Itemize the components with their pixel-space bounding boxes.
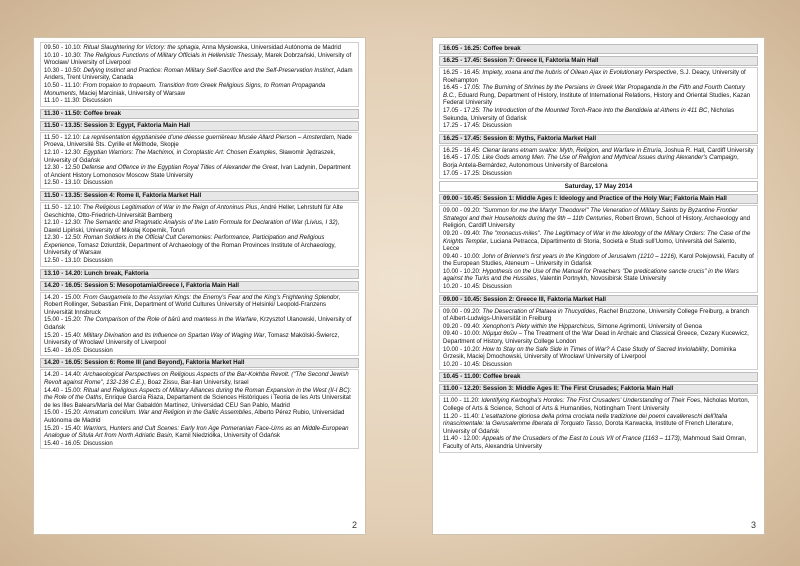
talk-title: Ritual and Religious Aspects of Military Alliances during the Roman Expansion in the West (II-I BC): the Role of the Oaths bbox=[44, 386, 352, 402]
talk-entry bbox=[443, 413, 754, 436]
talk-time: 11.20 - 11.40: bbox=[443, 412, 482, 420]
talk-entry bbox=[443, 268, 754, 283]
talk-entry bbox=[44, 294, 355, 317]
talk-entry bbox=[443, 122, 754, 130]
talk-title: "Summon for me the Martyr Theodore!" The Veneration of Military Saints by Byzantine Frontier Strategoi and their Households during the 9th – 11th Centuries bbox=[443, 207, 738, 222]
talk-entry bbox=[44, 387, 355, 410]
talk-speaker: , Dawid Lipiński, University of Mikołaj Kopernik, Toruń bbox=[44, 219, 340, 234]
talk-time: 12.30 - 12.50: bbox=[44, 234, 84, 242]
talk-speaker: , Borja Antela-Bernárdez, Autonomous University of Barcelona bbox=[443, 154, 739, 169]
talk-time: 11.00 - 11.20: bbox=[443, 397, 482, 405]
talk-title: The Desecration of Plataea in Thucydides bbox=[482, 307, 596, 315]
talk-title: Ritual Slaughtering for Victory: the sphagia bbox=[83, 44, 199, 51]
talk-speaker: , Robert Brown, School of History, Archaeology and Religion, Cardiff University bbox=[443, 214, 751, 230]
talk-time: 11.50 - 12.10: bbox=[44, 203, 83, 211]
talk-time: 10.00 - 10.20: bbox=[443, 345, 483, 353]
talk-speaker: Discussion bbox=[83, 439, 113, 447]
talk-entry bbox=[443, 253, 754, 268]
session-header: 16.05 - 16.25: Coffee break bbox=[439, 44, 758, 54]
talk-speaker: , Sławomir Jędraszek, University of Gdańsk bbox=[44, 148, 336, 164]
talk-speaker: Discussion bbox=[83, 346, 113, 354]
session-header: 11.30 - 11.50: Coffee break bbox=[40, 109, 359, 119]
talk-entry bbox=[443, 346, 754, 361]
session-header: 09.00 - 10.45: Session 1: Middle Ages I: Ideology and Practice of the Holy War; Faktoria Main Hall bbox=[439, 194, 758, 204]
talk-time: 16.45 - 17.05: bbox=[443, 84, 483, 92]
talk-time: 16.25 - 16.45: bbox=[443, 69, 483, 76]
talk-time: 10.30 - 10.50: bbox=[44, 66, 84, 74]
page-number: 3 bbox=[750, 520, 756, 530]
session-block bbox=[439, 306, 758, 371]
session-header: 13.10 - 14.20: Lunch break, Faktoria bbox=[40, 269, 359, 279]
talk-time: 12.10 - 12.30: bbox=[44, 148, 84, 156]
talk-time: 09.40 - 10.00: bbox=[443, 330, 483, 338]
talk-speaker: – The Treatment of the War Dead in Archaic and Classical Greece, Cezary Kucewicz, Department of History, University College London bbox=[443, 330, 749, 346]
talk-speaker: , Marek Dobrzański, University of Wrocław/ University of Liverpool bbox=[44, 51, 352, 67]
talk-time: 14.40 - 15.00: bbox=[44, 386, 84, 394]
talk-time: 15.20 - 15.40: bbox=[44, 424, 84, 432]
talk-speaker: , Ivan Ladynin, Department of Ancient History Lomonosov Moscow State University bbox=[44, 164, 351, 179]
talk-entry bbox=[44, 52, 355, 67]
talk-entry bbox=[44, 347, 355, 355]
talk-entry bbox=[443, 435, 754, 450]
talk-time: 11.50 - 12.10: bbox=[44, 133, 83, 141]
talk-speaker: , Alberto Pérez Rubio, Universidad Autónoma de Madrid bbox=[44, 409, 345, 424]
talk-entry bbox=[443, 397, 754, 412]
page-number: 2 bbox=[351, 520, 357, 530]
talk-entry bbox=[44, 134, 355, 149]
talk-entry bbox=[44, 179, 355, 187]
talk-time: 15.00 - 15.20: bbox=[44, 316, 84, 324]
talk-speaker: , Valentin Portnykh, Novosibirsk State University bbox=[536, 275, 667, 283]
talk-speaker: , Dorota Karwacka, Institute of French Literature, University of Gdańsk bbox=[443, 420, 734, 435]
talk-entry bbox=[44, 219, 355, 234]
talk-entry bbox=[44, 97, 355, 105]
talk-time: 12.50 - 13.10: bbox=[44, 257, 84, 265]
talk-speaker: , Karol Polejowski, Faculty of the European Studies, Ateneum – University in Gdańsk bbox=[443, 252, 754, 268]
talk-title: Archaeological Perspectives on Religious Aspects of the Bar-Kokhba Revolt. ("The Second Jewish Revolt against Rome", 132-136 C.E.) bbox=[44, 371, 349, 386]
talk-entry bbox=[443, 330, 754, 345]
talk-time: 11.40 - 12.00: bbox=[443, 435, 482, 443]
talk-speaker: Discussion bbox=[482, 169, 512, 177]
session-header: 11.00 - 12.20: Session 3: Middle Ages II: The First Crusades; Faktoria Main Hall bbox=[439, 384, 758, 394]
talk-speaker: Discussion bbox=[482, 360, 512, 368]
talk-time: 10.50 - 11.10: bbox=[44, 81, 83, 89]
talk-speaker: Discussion bbox=[83, 179, 113, 187]
talk-title: The Introduction of the Mounted Torch-Race into the Bendideia at Athens in 411 BC bbox=[482, 106, 708, 114]
talk-title: Identifying Kerbogha's Hordes: The First Crusaders' Understanding of Their Foes bbox=[481, 397, 701, 405]
talk-title: The Comparison of the Role of bārû and mantess in the Warfare bbox=[83, 316, 257, 324]
talk-time: 09.00 - 09.20: bbox=[443, 207, 483, 215]
talk-title: Xenophon's Piety within the Hipparchicus bbox=[482, 322, 594, 330]
talk-title: Hypothesis on the Use of the Manual for Preachers "De predicatione sancte crucis" in the Wars against the Turks and the Hussites bbox=[443, 267, 739, 283]
talk-title: From tropaion to tropaeum. Transition from Greek Religious Signs, to Roman Propaganda Monuments bbox=[44, 81, 326, 97]
session-block bbox=[40, 202, 359, 267]
talk-title: Νόμιμα θεῶν bbox=[482, 330, 518, 338]
session-block bbox=[40, 132, 359, 189]
talk-time: 15.40 - 16.05: bbox=[44, 439, 84, 447]
talk-time: 09.00 - 09.20: bbox=[443, 307, 483, 315]
talk-entry bbox=[44, 316, 355, 331]
talk-title: The Religious Legitimation of War in the Reign of Antoninus Pius bbox=[82, 203, 258, 211]
talk-speaker: , André Heller, Lehrstuhl für Alte Geschichte, Otto-Friedrich-Universität Bamberg bbox=[44, 203, 344, 219]
talk-time: 15.00 - 15.20: bbox=[44, 409, 84, 417]
talk-speaker: , Dominika Grzesik, Maciej Dmochowski, University of Wrocław/ University of Liverpool bbox=[443, 345, 737, 361]
talk-speaker: , S.J. Deacy, University of Roehampton bbox=[443, 69, 746, 84]
talk-time: 15.40 - 16.05: bbox=[44, 346, 84, 354]
session-header: 16.25 - 17.45: Session 7: Greece II, Faktoria Main Hall bbox=[439, 56, 758, 66]
session-block bbox=[439, 395, 758, 452]
talk-time: 14.20 - 15.00: bbox=[44, 293, 84, 301]
talk-speaker: , Luciana Petracca, Dipartimento di Storia, Società e Studi sull'Uomo, Università del Salento, Lecce bbox=[443, 237, 737, 253]
talk-title: The Burning of Shrines by the Persians in Greek War Propaganda in the Fifth and Fourth Century B.C. bbox=[443, 84, 746, 99]
talk-title: Warriors, Hunters and Cult Scenes: Early Iron Age Pomeranian Face-Urns as an Middle-European Analogue of Situla Art from North Adriatic Basin bbox=[44, 424, 349, 440]
talk-entry bbox=[44, 409, 355, 424]
talk-time: 12.30 - 12.50 bbox=[44, 164, 82, 172]
talk-speaker: Discussion bbox=[83, 257, 113, 265]
talk-title: Clenar larans etnam svalce: Myth, Religion, and Warfare in Etruria bbox=[482, 146, 662, 154]
session-block bbox=[439, 205, 758, 293]
session-block bbox=[439, 145, 758, 179]
talk-time: 12.10 - 12.30: bbox=[44, 219, 84, 227]
talk-time: 17.05 - 17.25: bbox=[443, 106, 483, 114]
talk-time: 09.20 - 09.40: bbox=[443, 322, 483, 330]
session-header: 14.20 - 16.05: Session 6: Rome III (and Beyond), Faktoria Market Hall bbox=[40, 358, 359, 368]
session-block bbox=[439, 67, 758, 132]
talk-entry bbox=[44, 82, 355, 97]
session-block bbox=[40, 369, 359, 449]
left-page bbox=[33, 37, 366, 535]
talk-entry bbox=[443, 308, 754, 323]
talk-speaker: Discussion bbox=[82, 97, 112, 105]
talk-time: 10.20 - 10.45: bbox=[443, 283, 483, 291]
talk-time: 17.25 - 17.45: bbox=[443, 122, 483, 130]
talk-entry bbox=[443, 69, 754, 84]
talk-entry bbox=[44, 440, 355, 448]
talk-entry bbox=[443, 207, 754, 230]
talk-title: Roman Soldiers in the Official Cult Ceremonies: Performance, Participation and Religious Experience bbox=[44, 234, 325, 249]
talk-speaker: , Adam Anders, Trent University, Canada bbox=[44, 66, 353, 82]
talk-speaker: , Eduard Rung, Department of History, Institute of International Relations, History and Oriental Studies, Kazan Federal University bbox=[443, 91, 751, 107]
session-block bbox=[40, 42, 359, 107]
talk-title: The Semantic and Pragmatic Analysis of the Latin Formula for Declaration of War (Livius, I 32) bbox=[83, 219, 338, 227]
talk-speaker: , Nicholas Morton, College of Arts & Science, School of Arts & Humanities, Nottingham Trent University bbox=[443, 397, 750, 412]
session-header: 16.25 - 17.45: Session 8: Myths, Faktoria Market Hall bbox=[439, 134, 758, 144]
session-header: 10.45 - 11.00: Coffee break bbox=[439, 372, 758, 382]
talk-entry bbox=[44, 149, 355, 164]
talk-speaker: , Robert Rollinger, Sebastian Fink, Department of World Cultures University of Helsinki/ Leopold-Franzens Universität Innsbruck bbox=[44, 293, 341, 316]
talk-title: Like Gods among Men. The Use of Religion and Mythical Issues during Alexander's Campaign bbox=[482, 154, 737, 162]
talk-time: 10.00 - 10.20: bbox=[443, 267, 483, 275]
session-header: 14.20 - 16.05: Session 5: Mesopotamia/Greece I, Faktoria Main Hall bbox=[40, 281, 359, 291]
talk-title: La représentation égyptianisée d'une déesse guerrièreau Musée Allard Pierson – Amsterdam bbox=[82, 133, 334, 141]
talk-time: 16.25 - 16.45: bbox=[443, 146, 483, 154]
talk-speaker: , Tomasz Dziurdzik, Department of Archaeology of the Roman Provinces Institute of Archaeology, University of Warsaw bbox=[44, 241, 336, 257]
talk-entry bbox=[443, 107, 754, 122]
session-header: 09.00 - 10.45: Session 2: Greece III, Faktoria Market Hall bbox=[439, 295, 758, 305]
talk-speaker: , Anna Mysłowska, Universidad Autónoma de Madrid bbox=[198, 44, 341, 51]
talk-entry bbox=[44, 67, 355, 82]
talk-entry bbox=[443, 283, 754, 291]
talk-time: 09.40 - 10.00: bbox=[443, 252, 483, 260]
talk-entry bbox=[44, 257, 355, 265]
talk-entry bbox=[44, 371, 355, 386]
talk-entry bbox=[44, 44, 355, 52]
talk-entry bbox=[443, 230, 754, 253]
talk-title: Egyptian Warriors: The Machimoi, in Coroplastic Art: Chosen Examples bbox=[83, 148, 276, 156]
talk-title: Impiety, xoana and the hubris of Oilean Ajax in Evolutionary Perspective bbox=[482, 69, 677, 76]
talk-title: From Gaugamela to the Assyrian Kings: the Enemy's Fear and the King's Frightening Splendor bbox=[83, 293, 339, 301]
talk-time: 17.05 - 17.25: bbox=[443, 169, 483, 177]
talk-speaker: , Simone Agrimonti, University of Genoa bbox=[593, 322, 702, 330]
talk-title: L'esaltazione gloriosa della prima crociata nella tradizione dei poemi cavallereschi dell'Italia rinascimentale: la Gerusalemme liberata di Torquato Tasso bbox=[443, 412, 728, 428]
session-header: 11.50 - 13.35: Session 4: Rome II, Faktoria Market Hall bbox=[40, 191, 359, 201]
talk-speaker: , Nade Proeva, Université Sts. Cyrille et Méthode, Skopje bbox=[44, 133, 352, 149]
talk-time: 11.10 - 11.30: bbox=[44, 97, 83, 105]
talk-entry bbox=[443, 323, 754, 331]
talk-entry bbox=[443, 84, 754, 107]
talk-speaker: , Maciej Marciniak, University of Warsaw bbox=[75, 89, 185, 97]
left-page-content bbox=[40, 42, 359, 449]
talk-speaker: , Mahmoud Said Omran, Faculty of Arts, Alexandria University bbox=[443, 435, 747, 450]
right-page-content bbox=[439, 44, 758, 453]
talk-speaker: , Nicholas Sekunda, University of Gdańsk bbox=[443, 106, 735, 122]
talk-time: 16.45 - 17.05: bbox=[443, 154, 483, 162]
talk-time: 14.20 - 14.40: bbox=[44, 371, 84, 379]
day-header: Saturday, 17 May 2014 bbox=[439, 181, 758, 192]
talk-title: The "monacus-miles". The Legitimacy of War in the Ideology of the Military Orders: The Case of the Knights Templar bbox=[443, 229, 751, 245]
talk-entry bbox=[443, 147, 754, 155]
talk-title: The Religious Functions of Military Officials in Hellenistic Thessaly bbox=[83, 51, 262, 59]
talk-time: 10.10 - 10.30: bbox=[44, 51, 84, 59]
talk-entry bbox=[443, 154, 754, 169]
talk-title: Appeals of the Crusaders of the East to Louis VII of France (1163 – 1173) bbox=[481, 435, 680, 443]
talk-title: How to Stay on the Safe Side in Times of War? A Case Study of Sacred Inviolability bbox=[482, 345, 708, 353]
talk-time: 09.50 - 10.10: bbox=[44, 44, 84, 51]
talk-time: 12.50 - 13.10: bbox=[44, 179, 84, 187]
talk-speaker: , Boaz Zissu, Bar-Ilan University, Israel bbox=[144, 379, 249, 386]
talk-entry bbox=[443, 361, 754, 369]
talk-title: Armatum concilium. War and Religion in the Gallic Assemblies bbox=[83, 409, 252, 417]
talk-time: 09.20 - 09.40: bbox=[443, 229, 483, 237]
talk-entry bbox=[44, 234, 355, 257]
talk-title: Defying Instinct and Practice: Roman Military Self-Sacrifice and the Self-Preservation Instinct bbox=[83, 66, 334, 74]
talk-time: 10.20 - 10.45: bbox=[443, 360, 483, 368]
talk-entry bbox=[44, 204, 355, 219]
talk-speaker: , Enrique García Riaza, Departament de Sciences Històriques i Teoria de les Arts Universitat de les Illes Balears/María del Mar Gabaldón Martínez, Universidad CEU San Pablo, Madrid bbox=[44, 394, 351, 409]
talk-title: John of Brienne's first years in the Kingdom of Jerusalem (1210 – 1216) bbox=[482, 252, 676, 260]
talk-speaker: , Kamil Niedziółka, University of Gdańsk bbox=[171, 432, 280, 440]
talk-speaker: , Joshua R. Hall, Cardiff University bbox=[661, 146, 754, 154]
right-page bbox=[432, 37, 765, 535]
talk-entry bbox=[44, 332, 355, 347]
session-block bbox=[40, 292, 359, 357]
talk-entry bbox=[44, 425, 355, 440]
talk-speaker: , Krzysztof Ulanowski, University of Gdańsk bbox=[44, 316, 352, 332]
talk-title: Defense and Offence in the Egyptian Royal Titles of Alexander the Great bbox=[81, 164, 278, 172]
session-header: 11.50 - 13.35: Session 3: Egypt, Faktoria Main Hall bbox=[40, 121, 359, 131]
talk-title: Military Divination and Its Influence on Spartan Way of Waging War bbox=[83, 331, 265, 339]
talk-speaker: Discussion bbox=[482, 283, 512, 291]
talk-speaker: , Rachel Bruzzone, University College Freiburg, a branch of Albert-Ludwigs-Universität in Freiburg bbox=[443, 307, 750, 323]
talk-speaker: Discussion bbox=[482, 122, 512, 130]
talk-speaker: , Tomasz Makólski-Świercz, University of Wrocław/ University of Liverpool bbox=[44, 331, 340, 347]
talk-entry bbox=[44, 164, 355, 179]
talk-time: 15.20 - 15.40: bbox=[44, 331, 84, 339]
talk-entry bbox=[443, 170, 754, 178]
